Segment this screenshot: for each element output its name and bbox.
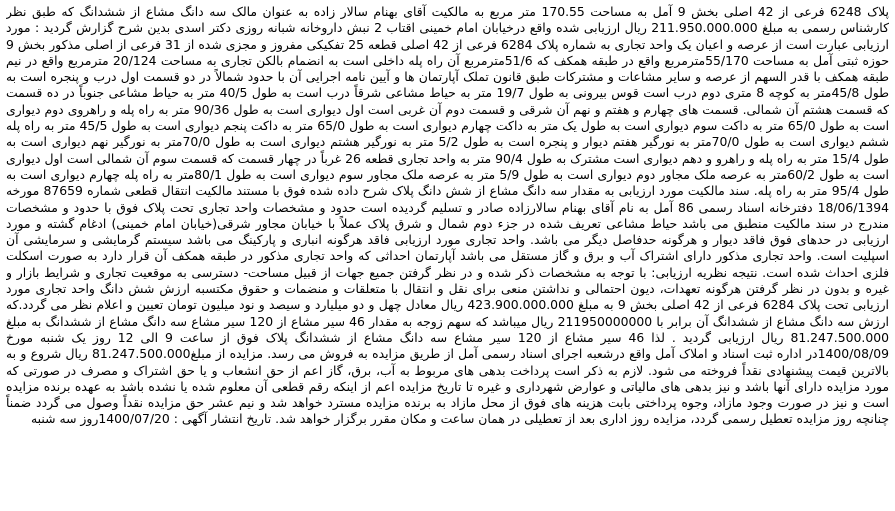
auction-notice [6,4,889,507]
notice-body-text: پلاک 6248 فرعی از 42 اصلی بخش 9 آمل به مساحت 170.55 متر مربع به مالکیت آقای بهنام سالار زاده به عنوان مالک سه دانگ مشاع از ششدانگ که طبق نظر کارشناس رسمی به مبلغ 211.950.000.000 ریال ارزیابی شده واقع درخیابان امام خمینی اقتاب 2 نبش داروخانه شبانه روزی دکتر اسدی بدین شرح گزارش گردید : مورد ارزیابی عبارت است از عرصه و اعیان یک واحد تجاری به شماره پلاک 6284 فرعی از 42 اصلی قطعه 25 تفکیکی مفروز و مجزی شده از 31 فرعی از اصلی مذکور بخش 9 حوزه ثبتی آمل به مساحت 55/170مترمربع واقع در طبقه همکف که 51/6مترمربع آن راه پله داخلی است به انضمام بالکن تجاری به مساحت 20/124 مترمربع واقع در نیم طبقه همکف با قدر السهم از عرصه و سایر مشاعات و مشترکات طبق قانون تملک آپارتمان ها و آیین نامه اجرایی آن با حدود شمالاً در دو قسمت اول درب و پنجره است به طول 45/8متر به کوچه 8 متری دوم درب است قوس بیرونی به طول 19/7 متر به حیاط مشاعی شرقاً درب است به طول 40/5 متر به حیاط مشاعی جنوباً در ده قسمت که قسمت هشتم آن شمالی. قسمت های چهارم و هفتم و نهم آن شرقی و قسمت دوم آن غربی است اول دیواری است به طول 90/36 متر به راه پله و راهروی دوم دیواری است به طول 65/0 متر به داکت سوم دیواری است به طول یک متر به داکت چهارم دیواری است به طول 65/0 متر به داکت پنجم دیواری است به طول 45/5 متر به راه پله ششم دیواری است به طول 70/0متر به نورگیر هفتم دیوار و پنجره است به طول 5/2 متر به نورگیر هشتم دیواری است به طول 70/0متر به نورگیر نهم دیواری است به طول 15/4 متر به راه پله و راهرو و دهم دیواری است مشترک به طول 90/4 متر به واحد تجاری قطعه 26 غرباً در چهار قسمت که قسمت سوم آن شمالی است اول دیواری است به طول 60/2متر به عرصه ملک مجاور دوم دیواری است به طول 5/9 متر به عرصه ملک مجاور سوم دیواری است به طول 80/1متر به راه پله چهارم دیواری است به طول 95/4 متر به راه پله. سند مالکیت مورد ارزیابی به مقدار سه دانگ مشاع از شش دانگ پلاک شرح داده شده فوق با مستند مالکیت انتقال قطعی شماره 87659 مورخه 18/06/1394 دفترخانه اسناد رسمی 86 آمل به نام آقای بهنام سالارزاده صادر و تسلیم گردیده است حدود و مشخصات واحد تجاری تحت پلاک فوق با حدود و مشخصات مندرج در سند مالکیت منطبق می باشد حیاط مشاعی تعریف شده در جزء دوم شمال و شرق پلاک عملاً با خیابان مجاور شرقی(خیابان امام خمینی) ادغام گشته و مورد ارزیابی در حدهای فوق فاقد دیوار و هرگونه حدفاصل دیگر می باشد. واحد تجاری مورد ارزیابی فاقد هرگونه انباری و پارکینگ می باشد سیستم گرمایشی و سرمایشی آن اسپلیت است. واحد تجاری مذکور دارای اشتراک آب و برق و گاز مستقل می باشد آپارتمان احداثی که واحد تجاری مذکور در طبقه همکف آن قرار دارد به صورت اسکلت فلزی احداث شده است. نتیجه نظریه ارزیابی: با توجه به مشخصات ذکر شده و در نظر گرفتن جمیع جهات از قبیل مساحت- دسترسی به موقعیت تجاری و شرایط بازار و غیره و بدون در نظر گرفتن هرگونه تعهدات، دیون احتمالی و نداشتن منعی برای نقل و انتقال با متعلقات و منضمات و حقوق مکتسبه ارزش شش دانگ واحد تجاری مورد ارزیابی تحت پلاک 6284 فرعی از 42 اصلی بخش 9 به مبلغ 423.900.000.000 ریال معادل چهل و دو میلیارد و سیصد و نود میلیون تومان تعیین و اعلام نظر می گردد.که ارزش سه دانگ مشاع از ششدانگ آن برابر با 211950000000 ریال میباشد که سهم زوجه به مقدار 46 سیر مشاع از 120 سیر مشاع سه دانگ مشاع از ششدانگ به مبلغ 81.247.500.000 ریال ارزیابی گردید . لذا 46 سیر مشاع از 120 سیر مشاع سه دانگ مشاع از ششدانگ پلاک فوق از ساعت 9 الی 12 روز یک شنبه مورخ 1400/08/09در اداره ثبت اسناد و املاک آمل واقع درشعبه اجرای اسناد رسمی آمل از طریق مزایده به فروش می رسد. مزایده از مبلغ81.247.500.000 ریال شروع و به بالاترین قیمت پیشنهادی نقداً فروخته می شود. لازم به ذکر است پرداخت بدهی های مربوط به آب، برق، گاز اعم از حق انشعاب و یا حق اشتراک و مصرف در صورتی که مورد مزایده دارای آنها باشد و نیز بدهی های مالیاتی و عوارض شهرداری و غیره تا تاریخ مزایده اعم از اینکه رقم قطعی آن معلوم شده یا نشده باشد به عهده برنده مزایده است و نیز در صورت وجود مازاد، وجوه پرداختی بابت هزینه های فوق از محل مازاد به برنده مزایده مسترد خواهد شد و نیم عشر حق مزایده نقداً وصول می گردد ضمناً چنانچه روز مزایده تعطیل رسمی گردد، مزایده روز اداری بعد از تعطیلی در همان ساعت و مکان مقرر برگزار خواهد شد. تاریخ انتشار آگهی : 1400/07/20روز سه شنبه [6,4,889,427]
